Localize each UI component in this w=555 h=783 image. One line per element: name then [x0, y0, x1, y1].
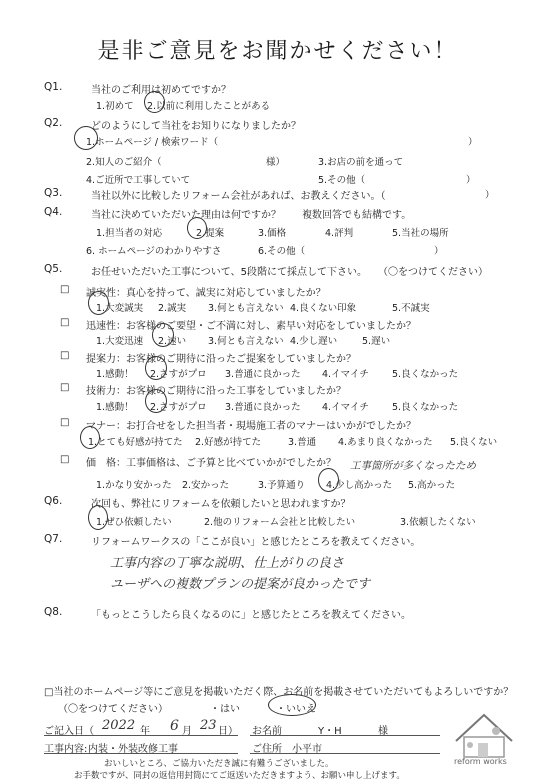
q2-option-2-suffix: 様）: [266, 157, 286, 168]
q2-option-1-close: ）: [468, 137, 478, 148]
answer-circle: [80, 426, 100, 449]
rating-option[interactable]: 4.少し遅い: [290, 336, 338, 347]
q5-item-label: 誠実性：真心を持って、誠実に対応していましたか？: [86, 288, 326, 299]
q8-question: 「もっとこうしたら良くなるのに」と感じたところを教えてください。: [91, 610, 411, 621]
consent-instruction: （〇をつけてください）: [58, 704, 168, 715]
logo-text: reform works: [454, 757, 507, 766]
q6-question: 次回も、弊社にリフォームを依頼したいと思われますか？: [91, 499, 351, 510]
rating-option[interactable]: 3.予算通り: [258, 480, 306, 491]
q1-question: 当社のご利用は初めてですか？: [91, 85, 231, 96]
rating-option[interactable]: 1.大変誠実: [96, 303, 144, 314]
rating-option[interactable]: 3.普通に良かった: [225, 369, 301, 380]
q1-option-2[interactable]: 2.以前に利用したことがある: [147, 101, 271, 112]
q7-number: Q7.: [44, 533, 63, 545]
consent-no[interactable]: ・いいえ: [276, 704, 316, 715]
page-title: 是非ご意見をお聞かせください！: [97, 39, 458, 64]
q3-close: ）: [485, 190, 495, 201]
rating-option[interactable]: 1.感動！: [96, 402, 134, 413]
q4-number: Q4.: [44, 206, 63, 218]
q5-item-checkbox[interactable]: □: [60, 382, 70, 393]
rating-option[interactable]: 3.普通: [288, 437, 317, 448]
answer-circle: [88, 505, 108, 530]
q6-option-2[interactable]: 2.他のリフォーム会社と比較したい: [204, 517, 356, 528]
q4-option-3[interactable]: 3.価格: [258, 228, 287, 239]
q1-number: Q1.: [44, 81, 63, 93]
q5-item-checkbox[interactable]: □: [60, 454, 70, 465]
address-label: ご住所: [252, 744, 282, 755]
q8-number: Q8.: [44, 606, 63, 618]
house-logo-icon: [448, 707, 520, 767]
q2-option-1[interactable]: 1.ホームページ / 検索ワード（: [86, 137, 219, 148]
rating-option[interactable]: 3.何とも言えない: [208, 336, 284, 347]
rating-option[interactable]: 5.不誠実: [392, 303, 430, 314]
q1-option-1[interactable]: 1.初めて: [96, 101, 134, 112]
q4-option-1[interactable]: 1.担当者の対応: [96, 228, 163, 239]
answer-circle: [152, 323, 174, 347]
q2-option-5-close: ）: [466, 175, 476, 186]
rating-option[interactable]: 5.遅い: [362, 336, 391, 347]
q6-option-3[interactable]: 3.依頼したくない: [400, 517, 476, 528]
q2-number: Q2.: [44, 117, 63, 129]
name-label: お名前: [252, 726, 282, 737]
rating-option[interactable]: 2.さすがプロ: [150, 402, 207, 413]
q2-option-4[interactable]: 4.ご近所で工事していて: [86, 175, 191, 186]
rating-option[interactable]: 2.速い: [158, 336, 187, 347]
q4-option-7-close: ）: [434, 246, 444, 257]
rating-option[interactable]: 4.良くない印象: [290, 303, 357, 314]
rating-option[interactable]: 5.良くなかった: [392, 402, 459, 413]
date-day[interactable]: 23: [200, 718, 217, 733]
rating-option[interactable]: 5.高かった: [408, 480, 456, 491]
rating-option[interactable]: 3.普通に良かった: [225, 402, 301, 413]
rating-option[interactable]: 1.大変迅速: [96, 336, 144, 347]
rating-option[interactable]: 2.好感が持てた: [195, 437, 262, 448]
address-underline: [250, 753, 440, 754]
answer-circle: [187, 217, 207, 239]
consent-question: □当社のホームページ等にご意見を掲載いただく際、お名前を掲載させていただいてもよろしいですか？: [44, 687, 514, 698]
q5-item-label: 技術力：お客様のご期待に沿った工事をしていましたか？: [86, 386, 346, 397]
rating-option[interactable]: 4.イマイチ: [322, 402, 369, 413]
rating-option[interactable]: 2.誠実: [158, 303, 187, 314]
q2-option-3[interactable]: 3.お店の前を通って: [318, 157, 404, 168]
name-suffix: 様: [378, 726, 388, 737]
date-year-unit: 年: [140, 726, 150, 737]
date-day-unit: 日）: [218, 726, 238, 737]
q2-question: どのようにして当社をお知りになりましたか？: [91, 121, 301, 132]
work-label: 工事内容:: [44, 744, 88, 755]
work-value[interactable]: 内装・外装改修工事: [88, 744, 178, 755]
rating-option[interactable]: 1.かなり安かった: [96, 480, 172, 491]
date-month-unit: 月: [182, 726, 192, 737]
address-value[interactable]: 小平市: [292, 744, 322, 755]
q5-item-label: マナー：お打合せをした担当者・現場施工者のマナーはいかがでしたか？: [86, 421, 416, 432]
q2-option-2[interactable]: 2.知人のご紹介（: [86, 157, 162, 168]
q4-option-4[interactable]: 4.評判: [325, 228, 354, 239]
q5-item-checkbox[interactable]: □: [60, 317, 70, 328]
answer-circle: [88, 291, 109, 315]
q4-option-6[interactable]: 6. ホームページのわかりやすさ: [86, 246, 222, 257]
work-underline: [44, 753, 238, 754]
q4-question: 当社に決めていただいた理由は何ですか？: [91, 210, 281, 221]
answer-circle: [144, 91, 165, 113]
date-month[interactable]: 6: [170, 718, 179, 734]
q6-option-1[interactable]: 1.ぜひ依頼したい: [96, 517, 172, 528]
q7-handwritten-answer-1: 工事内容の丁寧な説明、仕上がりの良さ: [110, 556, 345, 571]
q4-option-5[interactable]: 5.当社の場所: [392, 228, 449, 239]
rating-option[interactable]: 5.良くない: [450, 437, 498, 448]
q5-note: （〇をつけてください）: [378, 267, 488, 278]
q5-question: お任せいただいた工事について、5段階にて採点して下さい。: [91, 267, 367, 278]
answer-circle: [74, 126, 98, 150]
rating-option[interactable]: 4.あまり良くなかった: [338, 437, 433, 448]
rating-option[interactable]: 5.良くなかった: [392, 369, 459, 380]
date-label: ご記入日（: [44, 726, 94, 737]
name-value[interactable]: Y・H: [318, 726, 342, 737]
q5-item-checkbox[interactable]: □: [60, 350, 70, 361]
rating-option[interactable]: 1.とても好感が持てた: [88, 437, 183, 448]
q5-item-checkbox[interactable]: □: [60, 284, 70, 295]
thanks-line-2: お手数ですが、同封の返信用封筒にてご返送いただきますよう、お願い申し上げます。: [74, 771, 405, 781]
rating-option[interactable]: 1.感動！: [96, 369, 134, 380]
q5-item-label: 迅速性：お客様のご要望・ご不満に対し、素早い対応をしていましたか？: [86, 321, 416, 332]
q5-item-label: 価 格：工事価格は、ご予算と比べていかがでしたか？: [86, 458, 336, 469]
answer-circle: [145, 389, 167, 413]
q7-handwritten-answer-2: ユーザへの複数プランの提案が良かったです: [110, 577, 371, 592]
q4-option-7[interactable]: 6.その他（: [258, 246, 306, 257]
rating-option[interactable]: 4.イマイチ: [322, 369, 369, 380]
rating-option[interactable]: 3.何とも言えない: [208, 303, 284, 314]
q5-number: Q5.: [44, 263, 63, 275]
q2-option-5[interactable]: 5.その他（: [318, 175, 366, 186]
date-underline: [44, 735, 238, 736]
date-year[interactable]: 2022: [102, 718, 136, 733]
rating-option[interactable]: 4.少し高かった: [326, 480, 393, 491]
q4-option-2[interactable]: 2.提案: [196, 228, 225, 239]
q4-note: 複数回答でも結構です。: [302, 210, 412, 221]
q6-number: Q6.: [44, 495, 63, 507]
name-underline: [250, 735, 440, 736]
handwritten-price-note: 工事箇所が多くなったため: [350, 460, 476, 472]
thanks-line-1: おいしいところ、ご協力いただき誠に有難うございました。: [104, 759, 334, 769]
answer-circle: [145, 356, 167, 380]
answer-circle: [268, 694, 316, 716]
rating-option[interactable]: 2.さすがプロ: [150, 369, 207, 380]
consent-yes[interactable]: ・はい: [210, 704, 240, 715]
rating-option[interactable]: 2.安かった: [182, 480, 230, 491]
answer-circle: [318, 468, 339, 492]
q3-question: 当社以外に比較したリフォーム会社があれば、お教えください。（: [91, 191, 386, 202]
q5-item-checkbox[interactable]: □: [60, 417, 70, 428]
q7-question: リフォームワークスの「ここが良い」と感じたところを教えてください。: [91, 537, 421, 548]
q5-item-label: 提案力：お客様のご期待に沿ったご提案をしていましたか？: [86, 354, 356, 365]
q3-number: Q3.: [44, 187, 63, 199]
